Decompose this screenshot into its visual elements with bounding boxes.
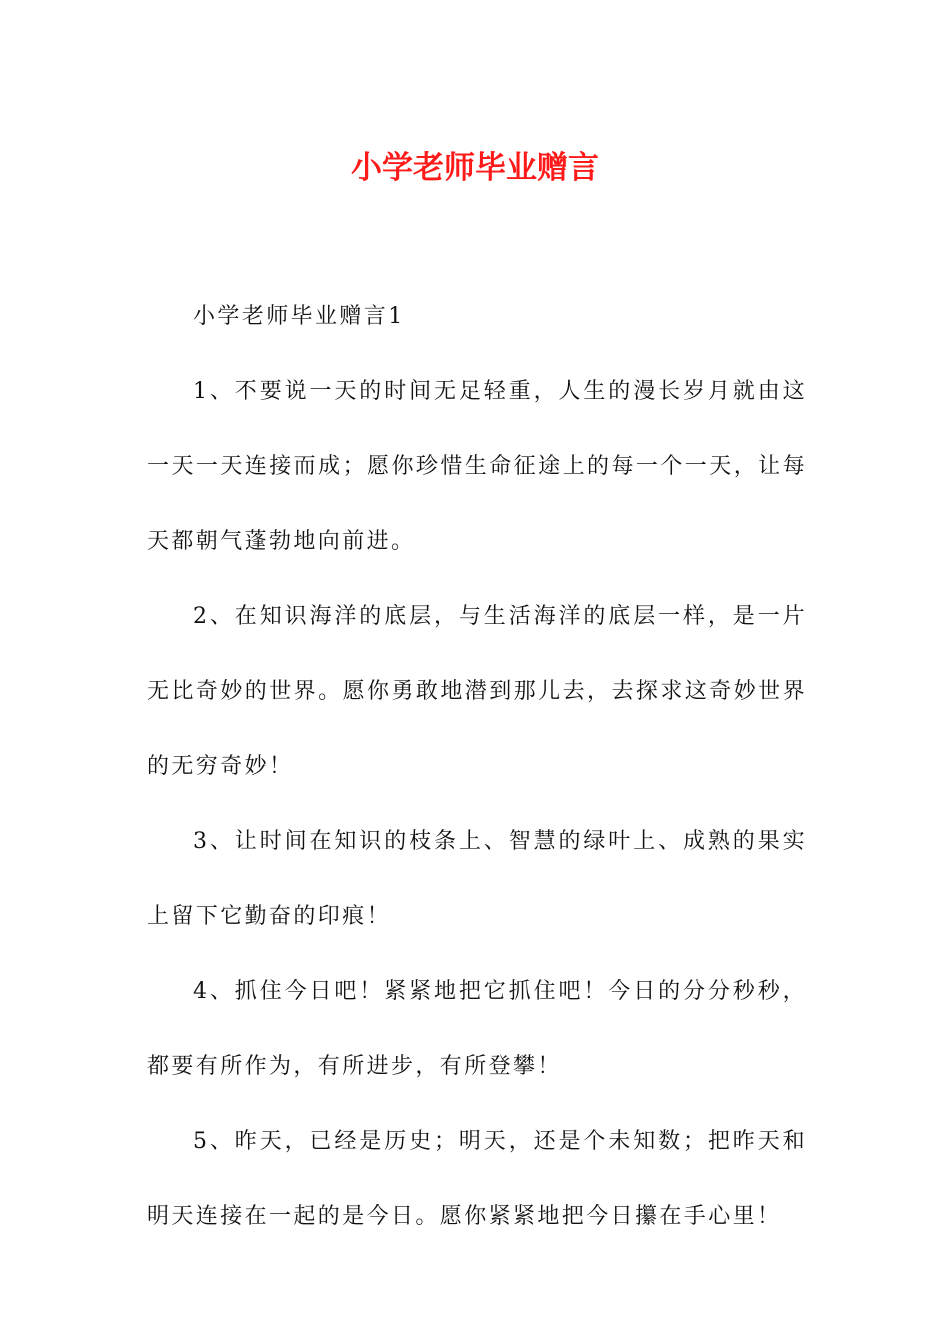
paragraph-2: 2、在知识海洋的底层，与生活海洋的底层一样，是一片无比奇妙的世界。愿你勇敢地潜到那儿去，去探求这奇妙世界的无穷奇妙！	[147, 604, 807, 779]
paragraph-1: 1、不要说一天的时间无足轻重，人生的漫长岁月就由这一天一天连接而成；愿你珍惜生命征途上的每一个一天，让每天都朝气蓬勃地向前进。	[147, 379, 807, 554]
paragraph-3: 3、让时间在知识的枝条上、智慧的绿叶上、成熟的果实上留下它勤奋的印痕！	[147, 829, 807, 929]
paragraph-4: 4、抓住今日吧！紧紧地把它抓住吧！今日的分分秒秒，都要有所作为，有所进步，有所登攀！	[147, 979, 807, 1079]
paragraph-5: 5、昨天，已经是历史；明天，还是个未知数；把昨天和明天连接在一起的是今日。愿你紧紧地把今日攥在手心里！	[147, 1129, 807, 1229]
document-body	[147, 279, 807, 1254]
document-title: 小学老师毕业赠言	[351, 150, 599, 186]
section-heading: 小学老师毕业赠言1	[193, 304, 405, 329]
